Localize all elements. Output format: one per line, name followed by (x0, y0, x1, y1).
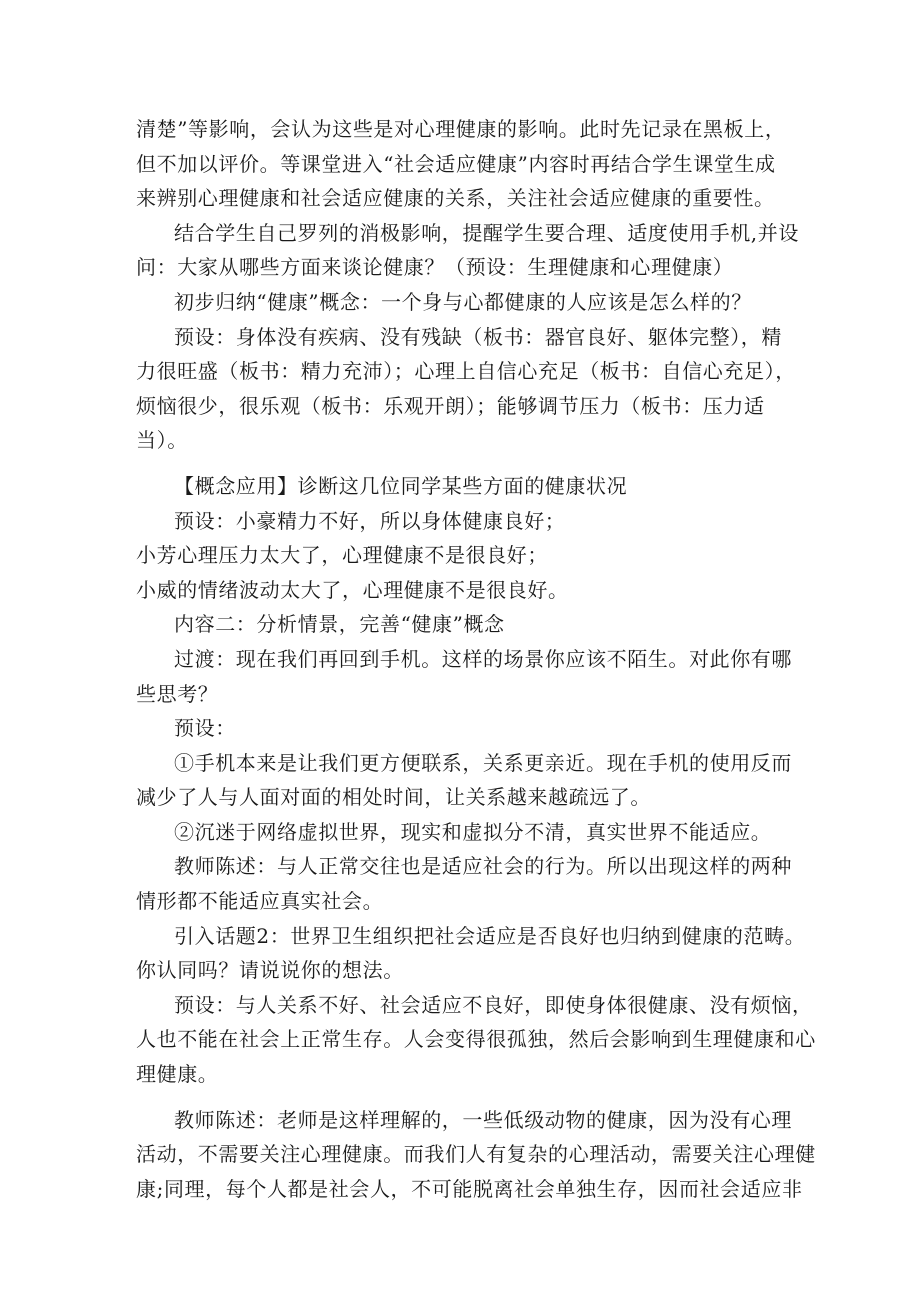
text-line: 来辨别心理健康和社会适应健康的关系，关注社会适应健康的重要性。 (136, 186, 775, 211)
paragraph-gap (136, 458, 796, 469)
text-line: 但不加以评价。等课堂进入“社会适应健康”内容时再结合学生课堂生成 (136, 151, 776, 176)
text-line: 预设：与人关系不好、社会适应不良好，即使身体很健康、没有烦恼， (174, 992, 813, 1017)
text-line: 教师陈述：老师是这样理解的，一些低级动物的健康，因为没有心理 (174, 1107, 792, 1132)
text-line: 你认同吗？请说说你的想法。 (136, 958, 404, 983)
text-line: 初步归纳“健康”概念：一个身与心都健康的人应该是怎么样的？ (174, 289, 752, 314)
text-line: 康;同理，每个人都是社会人，不可能脱离社会单独生存，因而社会适应非 (136, 1176, 803, 1201)
text-line: 减少了人与人面对面的相处时间，让关系越来越疏远了。 (136, 785, 651, 810)
section-heading: 【概念应用】诊断这几位同学某些方面的健康状况 (174, 473, 628, 498)
text-line: 结合学生自己罗列的消极影响，提醒学生要合理、适度使用手机,并设 (174, 220, 799, 245)
text-line: 预设：小豪精力不好，所以身体健康良好； (174, 508, 566, 533)
text-line: 人也不能在社会上正常生存。人会变得很孤独，然后会影响到生理健康和心 (136, 1027, 816, 1052)
text-line: 当）。 (136, 428, 188, 453)
section-heading: 内容二：分析情景，完善“健康”概念 (174, 612, 505, 637)
text-line: 清楚”等影响，会认为这些是对心理健康的影响。此时先记录在黑板上， (136, 117, 786, 141)
text-line: 问：大家从哪些方面来谈论健康？（预设：生理健康和心理健康） (136, 255, 734, 280)
text-line: 活动，不需要关注心理健康。而我们人有复杂的心理活动，需要关注心理健 (136, 1142, 816, 1167)
text-line: 预设： (174, 716, 236, 741)
text-line: 过渡：现在我们再回到手机。这样的场景你应该不陌生。对此你有哪 (174, 646, 792, 671)
text-line: 烦恼很少，很乐观（板书：乐观开朗）；能够调节压力（板书：压力适 (136, 393, 765, 418)
text-line: ①手机本来是让我们更方便联系，关系更亲近。现在手机的使用反而 (174, 750, 792, 775)
text-line: 教师陈述：与人正常交往也是适应社会的行为。所以出现这样的两种 (174, 854, 792, 879)
text-line: 预设：身体没有疾病、没有残缺（板书：器官良好、躯体完整），精 (174, 324, 782, 349)
paragraph-gap (136, 1092, 796, 1103)
text-line: 小威的情绪波动太大了，心理健康不是很良好。 (136, 577, 569, 602)
text-line: 理健康。 (136, 1062, 219, 1087)
text-line: 些思考？ (136, 681, 219, 706)
text-line: ②沉迷于网络虚拟世界，现实和虚拟分不清，真实世界不能适应。 (174, 819, 772, 844)
text-line: 力很旺盛（板书：精力充沛）；心理上自信心充足（板书：自信心充足）， (136, 359, 796, 384)
document-page (136, 112, 816, 1206)
text-line: 小芳心理压力太大了，心理健康不是很良好； (136, 543, 548, 568)
text-line: 引入话题2：世界卫生组织把社会适应是否良好也归纳到健康的范畴。 (174, 923, 806, 948)
text-line: 情形都不能适应真实社会。 (136, 889, 384, 914)
